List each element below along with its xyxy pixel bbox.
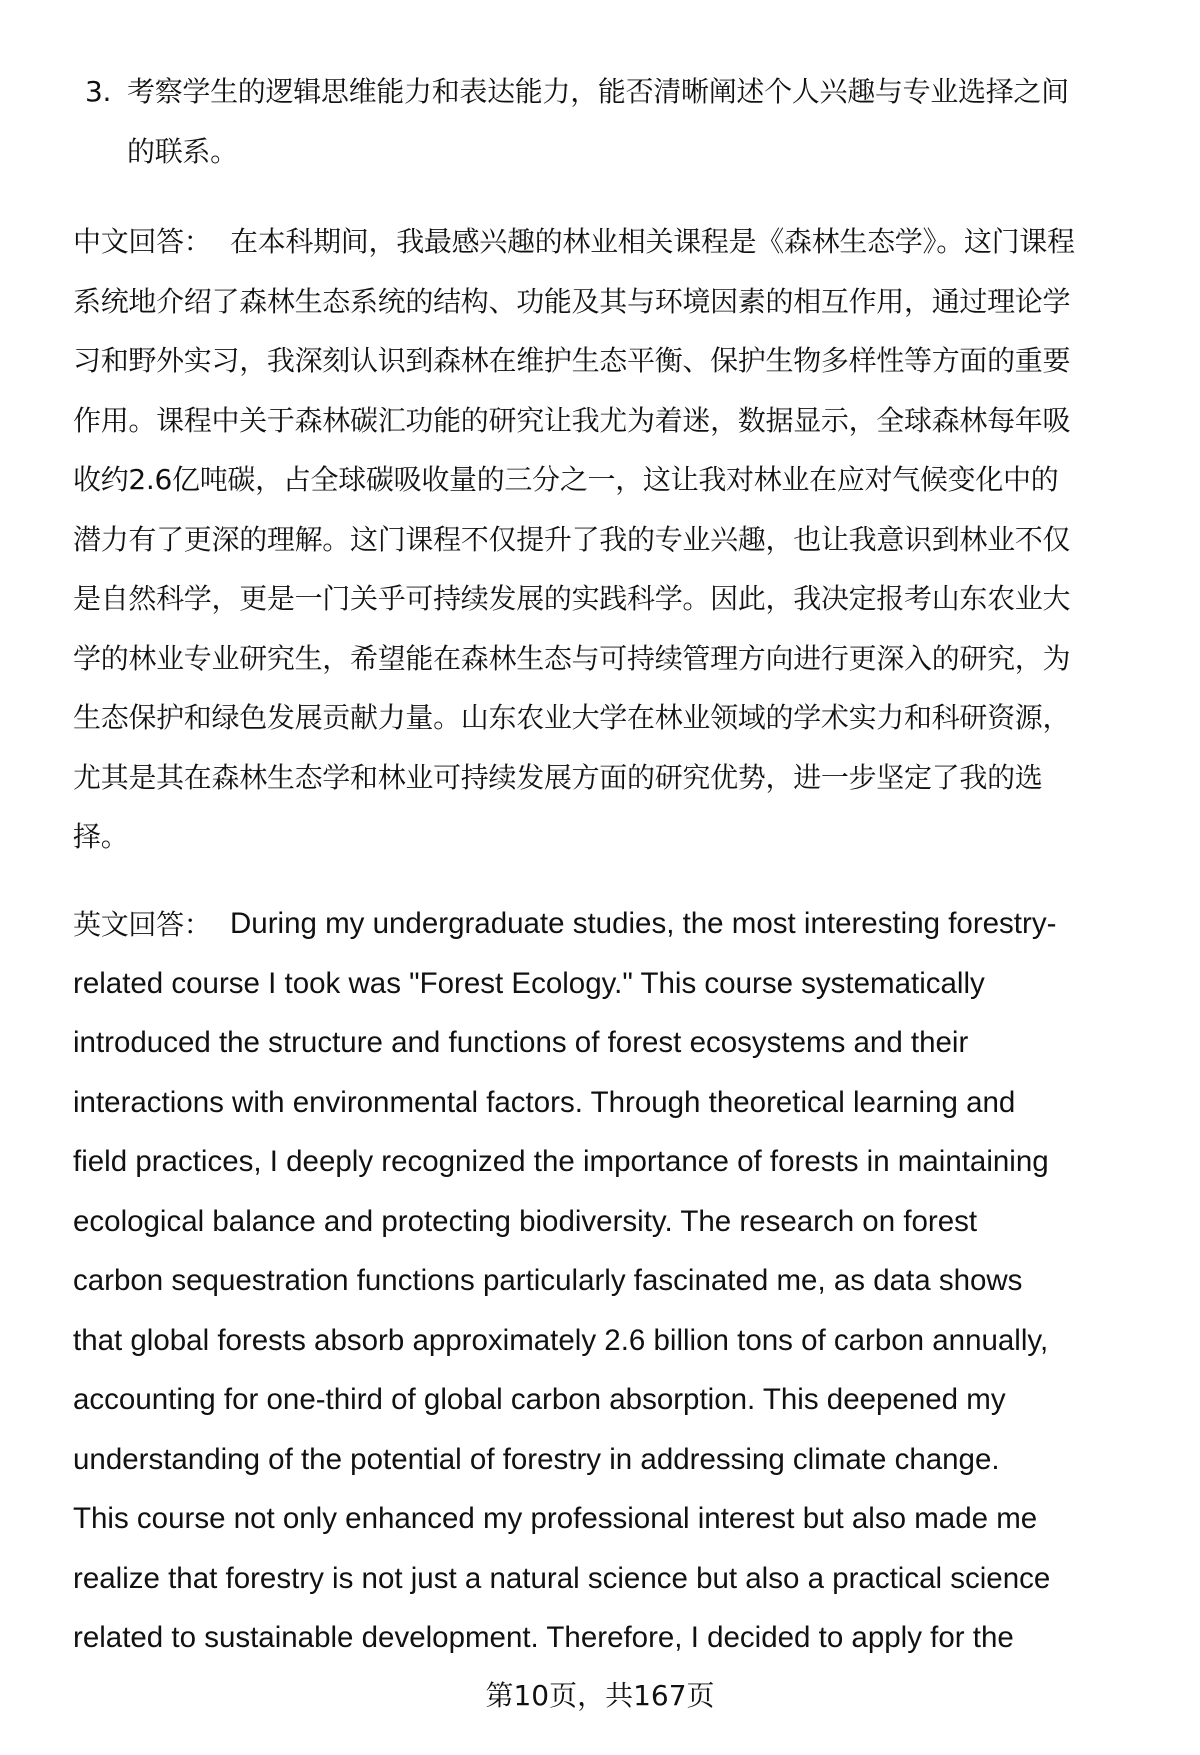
paragraph-line: 学的林业专业研究生，希望能在森林生态与可持续管理方向进行更深入的研究，为 bbox=[73, 641, 1071, 675]
page-number: 第10页，共167页 bbox=[485, 1679, 715, 1712]
paragraph-line: ecological balance and protecting biodiversity. The research on forest bbox=[73, 1204, 978, 1238]
paragraph-line: 作用。课程中关于森林碳汇功能的研究让我尤为着迷，数据显示，全球森林每年吸 bbox=[73, 403, 1071, 437]
chinese-answer-label: 中文回答： bbox=[73, 225, 212, 258]
paragraph-line: 在本科期间，我最感兴趣的林业相关课程是《森林生态学》。这门课程 bbox=[230, 225, 1075, 258]
list-number: 3. bbox=[85, 75, 112, 108]
paragraph-line: field practices, I deeply recognized the importance of forests in maintaining bbox=[73, 1145, 1049, 1178]
paragraph-line: carbon sequestration functions particularly fascinated me, as data shows bbox=[73, 1264, 1023, 1297]
paragraph-line: interactions with environmental factors. Through theoretical learning and bbox=[73, 1085, 1016, 1119]
paragraph-line: related to sustainable development. Therefore, I decided to apply for the bbox=[73, 1621, 1014, 1654]
paragraph-line: 择。 bbox=[73, 820, 129, 853]
paragraph-line: 生态保护和绿色发展贡献力量。山东农业大学在林业领域的学术实力和科研资源， bbox=[73, 701, 1071, 734]
paragraph-line: introduced the structure and functions of forest ecosystems and their bbox=[73, 1026, 969, 1059]
paragraph-line: 收约2.6亿吨碳，占全球碳吸收量的三分之一，这让我对林业在应对气候变化中的 bbox=[73, 463, 1059, 496]
paragraph-line: understanding of the potential of forestry in addressing climate change. bbox=[73, 1442, 1000, 1476]
list-item-text: 的联系。 bbox=[127, 134, 238, 168]
paragraph-line: 系统地介绍了森林生态系统的结构、功能及其与环境因素的相互作用，通过理论学 bbox=[73, 284, 1071, 318]
paragraph-line: realize that forestry is not just a natural science but also a practical science bbox=[73, 1561, 1051, 1595]
paragraph-line: that global forests absorb approximately 2.6 billion tons of carbon annually, bbox=[73, 1323, 1049, 1357]
english-answer-label: 英文回答： bbox=[73, 908, 212, 941]
paragraph-line: accounting for one-third of global carbon absorption. This deepened my bbox=[73, 1383, 1006, 1416]
paragraph-line: 是自然科学，更是一门关乎可持续发展的实践科学。因此，我决定报考山东农业大 bbox=[73, 582, 1071, 615]
paragraph-line: 潜力有了更深的理解。这门课程不仅提升了我的专业兴趣，也让我意识到林业不仅 bbox=[73, 522, 1071, 556]
paragraph-line: related course I took was "Forest Ecology." This course systematically bbox=[73, 966, 985, 1000]
paragraph-line: During my undergraduate studies, the most interesting forestry- bbox=[230, 907, 1057, 940]
paragraph-line: This course not only enhanced my professional interest but also made me bbox=[73, 1502, 1038, 1535]
paragraph-line: 尤其是其在森林生态学和林业可持续发展方面的研究优势，进一步坚定了我的选 bbox=[73, 760, 1043, 794]
paragraph-line: 习和野外实习，我深刻认识到森林在维护生态平衡、保护生物多样性等方面的重要 bbox=[73, 344, 1071, 377]
list-item-text: 考察学生的逻辑思维能力和表达能力，能否清晰阐述个人兴趣与专业选择之间 bbox=[127, 75, 1069, 108]
